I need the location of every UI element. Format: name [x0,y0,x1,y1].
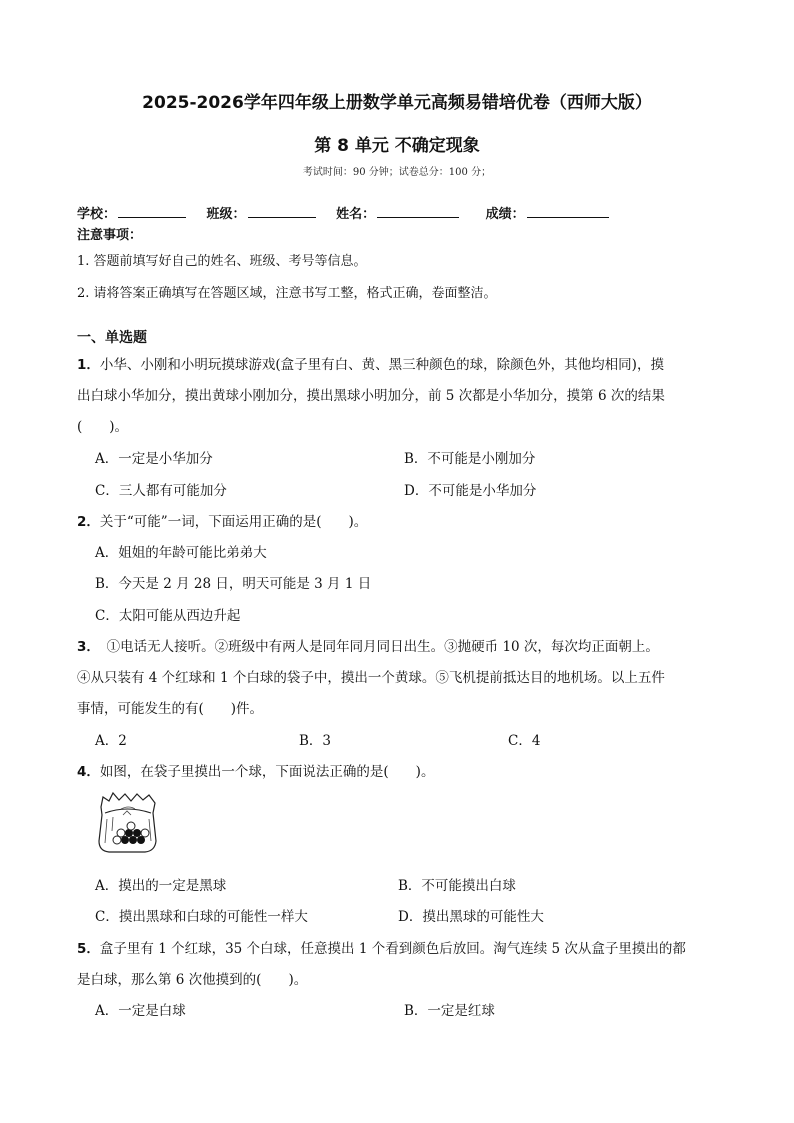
question-text: ①电话无人接听。②班级中有两人是同年同月同日出生。③抛硬币 10 次，每次均正面朝上。 [93,639,659,655]
question-2 [77,510,367,530]
option-a[interactable]: A．摸出的一定是黑球 [95,878,227,894]
question-number: 1． [77,357,100,373]
school-blank[interactable] [118,205,186,218]
student-info-row [77,203,609,222]
question-number: 5． [77,941,100,957]
school-label: 学校： [77,207,117,222]
question-text-line: 出白球小华加分，摸出黄球小刚加分，摸出黑球小明加分，前 5 次都是小华加分，摸第 6 次的结果 [77,388,665,404]
class-label: 班级： [206,207,246,222]
option-c[interactable]: C．4 [508,733,541,749]
score-label: 成绩： [485,207,525,222]
question-text-line: 是白球，那么第 6 次他摸到的( )。 [77,972,308,988]
question-text: 小华、小刚和小明玩摸球游戏(盒子里有白、黄、黑三种颜色的球，除颜色外，其他均相同)，摸 [99,357,664,373]
option-b[interactable]: B．3 [299,733,332,749]
question-text: 盒子里有 1 个红球，35 个白球，任意摸出 1 个看到颜色后放回。淘气连续 5 次从盒子里摸出的都 [99,941,686,957]
question-4 [77,760,434,780]
class-blank[interactable] [248,205,316,218]
question-text-line: 事情，可能发生的有( )件。 [77,701,264,717]
option-d[interactable]: D．摸出黑球的可能性大 [398,909,544,925]
option-b[interactable]: B．不可能摸出白球 [398,878,516,894]
option-c[interactable]: C．摸出黑球和白球的可能性一样大 [95,909,308,925]
option-a[interactable]: A．一定是小华加分 [95,451,213,467]
section-heading: 一、单选题 [77,330,147,346]
option-b[interactable]: B．一定是红球 [404,1003,495,1019]
notice-item: 2. 请将答案正确填写在答题区域，注意书写工整，格式正确，卷面整洁。 [77,286,497,301]
unit-title: 第 8 单元 不确定现象 [314,136,480,156]
option-c[interactable]: C．三人都有可能加分 [95,483,227,499]
exam-info: 考试时间：90 分钟；试卷总分：100 分； [302,167,492,178]
question-number: 3． [77,639,94,655]
score-blank[interactable] [527,205,609,218]
question-1 [77,353,664,373]
name-blank[interactable] [377,205,459,218]
notice-item: 1. 答题前填写好自己的姓名、班级、考号等信息。 [77,254,367,269]
option-b[interactable]: B．不可能是小刚加分 [404,451,536,467]
question-number: 2． [77,514,100,530]
option-a[interactable]: A．2 [95,733,127,749]
question-text: 关于“可能”一词，下面运用正确的是( )。 [99,514,368,530]
question-number: 4． [77,764,100,780]
question-text-line: ( )。 [77,419,129,435]
notice-heading: 注意事项： [77,228,143,243]
option-a[interactable]: A．一定是白球 [95,1003,186,1019]
option-d[interactable]: D．不可能是小华加分 [404,483,537,499]
name-label: 姓名： [336,207,376,222]
question-text-line: ④从只装有 4 个红球和 1 个白球的袋子中，摸出一个黄球。⑤飞机提前抵达目的地机场。以上五件 [77,670,665,686]
option-b[interactable]: B．今天是 2 月 28 日，明天可能是 3 月 1 日 [95,576,372,592]
option-a[interactable]: A．姐姐的年龄可能比弟弟大 [95,545,267,561]
question-3 [77,635,659,655]
option-c[interactable]: C．太阳可能从西边升起 [95,608,241,624]
ball-bag-illustration [93,791,163,855]
question-text: 如图，在袋子里摸出一个球，下面说法正确的是( )。 [99,764,435,780]
question-5 [77,937,686,957]
exam-title: 2025-2026学年四年级上册数学单元高频易错培优卷（西师大版） [142,93,652,113]
